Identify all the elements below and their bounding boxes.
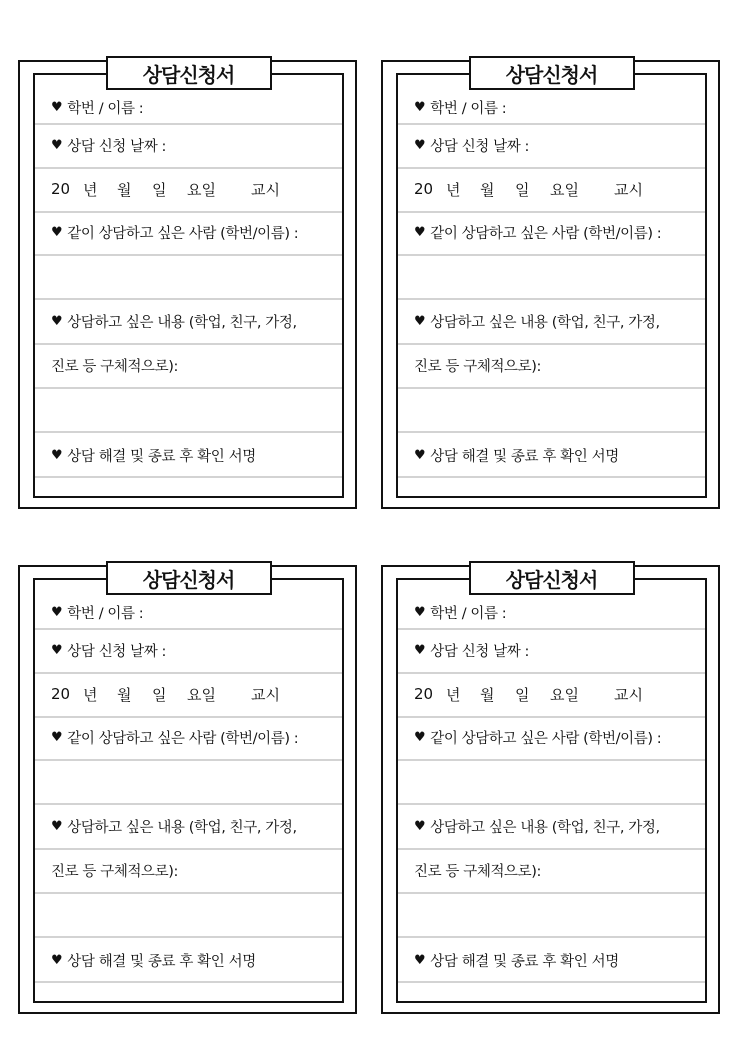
form-inner-frame xyxy=(396,62,707,498)
rule-line xyxy=(35,981,342,983)
rule-line xyxy=(35,298,342,300)
with-whom-label: 같이 상담하고 싶은 사람 (학번/이름) : xyxy=(67,730,299,747)
student-id-name-field[interactable] xyxy=(51,95,330,119)
date-entry-line[interactable] xyxy=(51,177,330,201)
form-inner-frame xyxy=(33,62,344,498)
rule-line xyxy=(398,476,705,478)
signature-label: 상담 해결 및 종료 후 확인 서명 xyxy=(430,448,619,465)
rule-line xyxy=(35,936,342,938)
rule-line xyxy=(35,343,342,345)
period-unit: 교시 xyxy=(251,180,280,199)
request-date-label: 상담 신청 날짜 : xyxy=(67,643,167,660)
request-date-label: 상담 신청 날짜 : xyxy=(67,138,167,155)
rule-line xyxy=(398,892,705,894)
consultation-form-card xyxy=(381,60,720,509)
form-title: 상담신청서 xyxy=(106,561,272,595)
heart-icon: ♥ xyxy=(51,818,63,834)
rule-line xyxy=(398,803,705,805)
student-id-name-label: 학번 / 이름 : xyxy=(67,100,144,117)
content-field-cont xyxy=(51,858,330,882)
heart-icon: ♥ xyxy=(414,99,426,115)
rule-line xyxy=(35,628,342,630)
rule-line xyxy=(398,759,705,761)
student-id-name-field[interactable] xyxy=(51,600,330,624)
request-date-field[interactable] xyxy=(414,133,693,157)
request-date-field[interactable] xyxy=(51,638,330,662)
rule-line xyxy=(35,431,342,433)
weekday-unit: 요일 xyxy=(550,180,579,199)
date-entry-line[interactable] xyxy=(414,177,693,201)
year-prefix: 20 xyxy=(51,685,71,703)
rule-line xyxy=(35,892,342,894)
student-id-name-label: 학번 / 이름 : xyxy=(430,100,507,117)
rule-line xyxy=(35,716,342,718)
content-label-line2: 진로 등 구체적으로): xyxy=(414,358,542,375)
heart-icon: ♥ xyxy=(51,447,63,463)
request-date-field[interactable] xyxy=(51,133,330,157)
rule-line xyxy=(398,716,705,718)
heart-icon: ♥ xyxy=(414,952,426,968)
form-inner-frame xyxy=(33,567,344,1003)
rule-line xyxy=(398,628,705,630)
request-date-label: 상담 신청 날짜 : xyxy=(430,643,530,660)
with-whom-label: 같이 상담하고 싶은 사람 (학번/이름) : xyxy=(430,730,662,747)
rule-line xyxy=(35,476,342,478)
student-id-name-label: 학번 / 이름 : xyxy=(430,605,507,622)
content-field[interactable] xyxy=(51,814,330,838)
rule-line xyxy=(398,123,705,125)
period-unit: 교시 xyxy=(614,180,643,199)
rule-line xyxy=(398,936,705,938)
year-unit: 년 xyxy=(83,180,98,199)
heart-icon: ♥ xyxy=(414,224,426,240)
period-unit: 교시 xyxy=(251,685,280,704)
rule-line xyxy=(35,167,342,169)
rule-line xyxy=(35,803,342,805)
heart-icon: ♥ xyxy=(414,313,426,329)
heart-icon: ♥ xyxy=(414,818,426,834)
rule-line xyxy=(35,211,342,213)
day-unit: 일 xyxy=(152,180,167,199)
content-label-line2: 진로 등 구체적으로): xyxy=(51,863,179,880)
rule-line xyxy=(35,123,342,125)
rule-line xyxy=(398,211,705,213)
consultation-form-card xyxy=(381,565,720,1014)
month-unit: 월 xyxy=(480,685,495,704)
with-whom-field[interactable] xyxy=(414,220,693,244)
year-unit: 년 xyxy=(83,685,98,704)
year-unit: 년 xyxy=(446,180,461,199)
rule-line xyxy=(398,343,705,345)
signature-label: 상담 해결 및 종료 후 확인 서명 xyxy=(67,448,256,465)
weekday-unit: 요일 xyxy=(187,180,216,199)
rule-line xyxy=(398,431,705,433)
content-label-line2: 진로 등 구체적으로): xyxy=(51,358,179,375)
request-date-field[interactable] xyxy=(414,638,693,662)
content-field-cont xyxy=(414,353,693,377)
rule-line xyxy=(35,387,342,389)
period-unit: 교시 xyxy=(614,685,643,704)
year-prefix: 20 xyxy=(51,180,71,198)
content-label-line1: 상담하고 싶은 내용 (학업, 친구, 가정, xyxy=(430,819,660,836)
form-title: 상담신청서 xyxy=(106,56,272,90)
year-prefix: 20 xyxy=(414,685,434,703)
heart-icon: ♥ xyxy=(51,952,63,968)
heart-icon: ♥ xyxy=(414,137,426,153)
year-prefix: 20 xyxy=(414,180,434,198)
student-id-name-field[interactable] xyxy=(414,600,693,624)
heart-icon: ♥ xyxy=(414,447,426,463)
content-label-line1: 상담하고 싶은 내용 (학업, 친구, 가정, xyxy=(67,314,297,331)
content-label-line1: 상담하고 싶은 내용 (학업, 친구, 가정, xyxy=(67,819,297,836)
date-entry-line[interactable] xyxy=(51,682,330,706)
weekday-unit: 요일 xyxy=(187,685,216,704)
content-label-line2: 진로 등 구체적으로): xyxy=(414,863,542,880)
heart-icon: ♥ xyxy=(51,224,63,240)
signature-field[interactable] xyxy=(414,443,693,467)
student-id-name-field[interactable] xyxy=(414,95,693,119)
form-title: 상담신청서 xyxy=(469,56,635,90)
signature-field[interactable] xyxy=(51,948,330,972)
heart-icon: ♥ xyxy=(51,137,63,153)
consultation-form-card xyxy=(18,60,357,509)
with-whom-field[interactable] xyxy=(51,725,330,749)
day-unit: 일 xyxy=(515,685,530,704)
content-field[interactable] xyxy=(51,309,330,333)
year-unit: 년 xyxy=(446,685,461,704)
content-field-cont xyxy=(51,353,330,377)
rule-line xyxy=(35,254,342,256)
rule-line xyxy=(35,759,342,761)
rule-line xyxy=(398,167,705,169)
heart-icon: ♥ xyxy=(51,604,63,620)
rule-line xyxy=(398,298,705,300)
rule-line xyxy=(398,848,705,850)
heart-icon: ♥ xyxy=(51,99,63,115)
request-date-label: 상담 신청 날짜 : xyxy=(430,138,530,155)
with-whom-field[interactable] xyxy=(51,220,330,244)
student-id-name-label: 학번 / 이름 : xyxy=(67,605,144,622)
heart-icon: ♥ xyxy=(414,604,426,620)
rule-line xyxy=(398,672,705,674)
heart-icon: ♥ xyxy=(51,729,63,745)
signature-label: 상담 해결 및 종료 후 확인 서명 xyxy=(430,953,619,970)
signature-field[interactable] xyxy=(51,443,330,467)
signature-field[interactable] xyxy=(414,948,693,972)
content-field[interactable] xyxy=(414,309,693,333)
month-unit: 월 xyxy=(117,685,132,704)
signature-label: 상담 해결 및 종료 후 확인 서명 xyxy=(67,953,256,970)
heart-icon: ♥ xyxy=(414,642,426,658)
month-unit: 월 xyxy=(117,180,132,199)
with-whom-label: 같이 상담하고 싶은 사람 (학번/이름) : xyxy=(430,225,662,242)
rule-line xyxy=(35,848,342,850)
heart-icon: ♥ xyxy=(51,642,63,658)
rule-line xyxy=(398,254,705,256)
date-entry-line[interactable] xyxy=(414,682,693,706)
day-unit: 일 xyxy=(152,685,167,704)
form-title: 상담신청서 xyxy=(469,561,635,595)
content-field[interactable] xyxy=(414,814,693,838)
heart-icon: ♥ xyxy=(51,313,63,329)
day-unit: 일 xyxy=(515,180,530,199)
content-field-cont xyxy=(414,858,693,882)
with-whom-field[interactable] xyxy=(414,725,693,749)
rule-line xyxy=(398,981,705,983)
month-unit: 월 xyxy=(480,180,495,199)
rule-line xyxy=(398,387,705,389)
weekday-unit: 요일 xyxy=(550,685,579,704)
form-inner-frame xyxy=(396,567,707,1003)
heart-icon: ♥ xyxy=(414,729,426,745)
with-whom-label: 같이 상담하고 싶은 사람 (학번/이름) : xyxy=(67,225,299,242)
consultation-form-card xyxy=(18,565,357,1014)
content-label-line1: 상담하고 싶은 내용 (학업, 친구, 가정, xyxy=(430,314,660,331)
rule-line xyxy=(35,672,342,674)
